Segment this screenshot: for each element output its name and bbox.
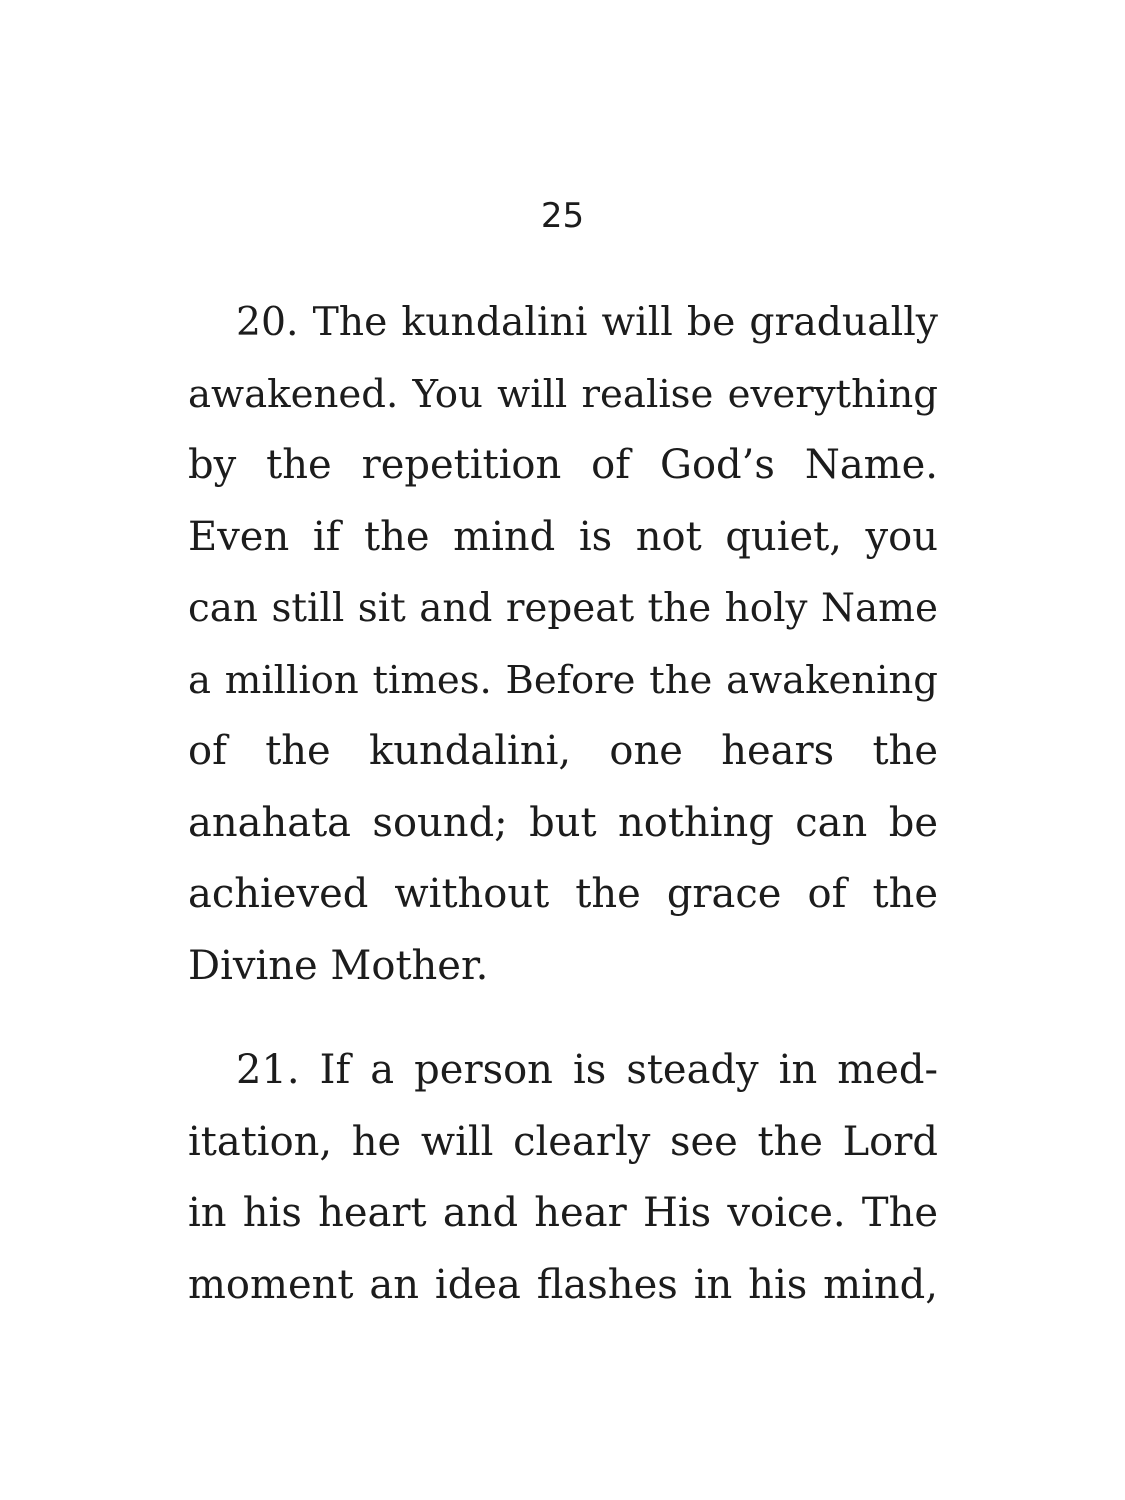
- paragraph-line: of the kundalini, one hears the: [188, 728, 938, 774]
- paragraph-21: [188, 1035, 938, 1321]
- paragraph-line: in his heart and hear His voice. The: [188, 1190, 938, 1236]
- paragraph-line: awakened. You will realise everything: [188, 371, 938, 417]
- paragraph-line: Divine Mother.: [188, 942, 489, 989]
- paragraph-20: [188, 287, 938, 1002]
- paragraph-line: a million times. Before the awakening: [188, 657, 938, 703]
- paragraph-line: Even if the mind is not quiet, you: [188, 513, 938, 560]
- paragraph-line: anahata sound; but nothing can be: [188, 799, 938, 846]
- paragraph-line: by the repetition of God’s Name.: [188, 442, 938, 488]
- paragraph-line: 20. The kundalini will be gradually: [236, 300, 938, 345]
- paragraph-line: 21. If a person is steady in med-: [236, 1047, 938, 1093]
- paragraph-line: moment an idea flashes in his mind,: [188, 1261, 938, 1308]
- paragraph-line: can still sit and repeat the holy Name: [188, 586, 938, 631]
- paragraph-line: achieved without the grace of the: [188, 871, 938, 917]
- paragraph-line: itation, he will clearly see the Lord: [188, 1118, 938, 1165]
- page-number: 25: [540, 196, 585, 236]
